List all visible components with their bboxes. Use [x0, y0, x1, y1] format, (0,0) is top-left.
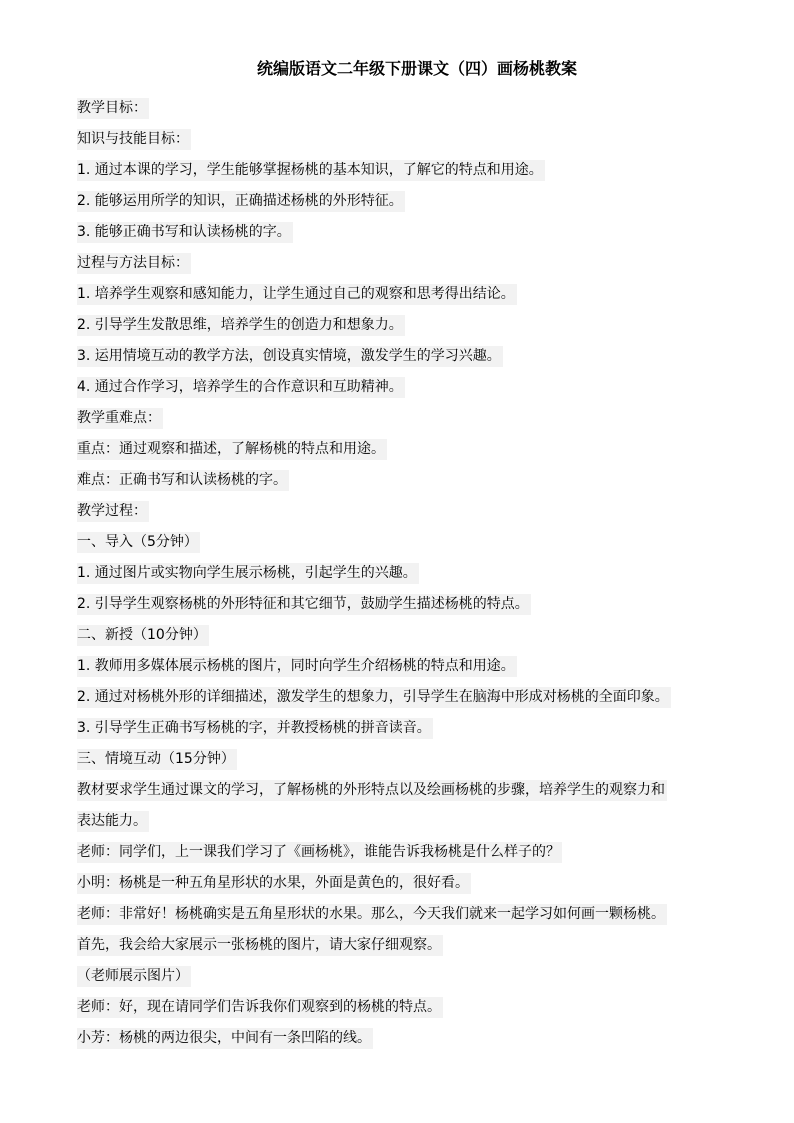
difficult-point: 难点：正确书写和认读杨桃的字。: [77, 470, 289, 491]
text-line: [77, 744, 757, 775]
text-line: [77, 775, 757, 806]
dialogue-line: 小芳：杨桃的两边很尖，中间有一条凹陷的线。: [77, 1028, 373, 1049]
section-heading-new-lesson: 二、新授（10分钟）: [77, 625, 209, 646]
text-line: [77, 806, 757, 837]
document-title: 统编版语文二年级下册课文（四）画杨桃教案: [256, 59, 577, 78]
text-line: [77, 496, 757, 527]
text-line: [77, 310, 757, 341]
heading-key-points: 教学重难点：: [77, 408, 163, 429]
list-item: 1. 培养学生观察和感知能力，让学生通过自己的观察和思考得出结论。: [77, 284, 517, 305]
paragraph-line: 教材要求学生通过课文的学习，了解杨桃的外形特点以及绘画杨桃的步骤，培养学生的观察力和: [77, 780, 667, 801]
list-item: 2. 引导学生观察杨桃的外形特征和其它细节，鼓励学生描述杨桃的特点。: [77, 594, 531, 615]
list-item: 2. 引导学生发散思维，培养学生的创造力和想象力。: [77, 315, 405, 336]
list-item: 2. 通过对杨桃外形的详细描述，激发学生的想象力，引导学生在脑海中形成对杨桃的全面印象。: [77, 687, 671, 708]
text-line: [77, 155, 757, 186]
list-item: 3. 运用情境互动的教学方法，创设真实情境，激发学生的学习兴趣。: [77, 346, 503, 367]
text-line: [77, 930, 757, 961]
text-line: [77, 620, 757, 651]
list-item: 2. 能够运用所学的知识，正确描述杨桃的外形特征。: [77, 191, 405, 212]
text-line: [77, 372, 757, 403]
text-line: [77, 682, 757, 713]
dialogue-line: 老师：好，现在请同学们告诉我你们观察到的杨桃的特点。: [77, 997, 443, 1018]
stage-note: （老师展示图片）: [77, 966, 191, 987]
list-item: 3. 引导学生正确书写杨桃的字，并教授杨桃的拼音读音。: [77, 718, 433, 739]
text-line: [77, 651, 757, 682]
list-item: 1. 通过本课的学习，学生能够掌握杨桃的基本知识，了解它的特点和用途。: [77, 160, 545, 181]
heading-knowledge-goals: 知识与技能目标：: [77, 129, 191, 150]
section-heading-intro: 一、导入（5分钟）: [77, 532, 200, 553]
text-line: [77, 341, 757, 372]
text-line: [77, 186, 757, 217]
text-line: [77, 527, 757, 558]
text-line: [77, 868, 757, 899]
text-line: [77, 899, 757, 930]
text-line: [77, 279, 757, 310]
list-item: 4. 通过合作学习，培养学生的合作意识和互助精神。: [77, 377, 405, 398]
dialogue-line: 老师：非常好！杨桃确实是五角星形状的水果。那么，今天我们就来一起学习如何画一颗杨桃。: [77, 904, 667, 925]
text-line: [77, 403, 757, 434]
key-point: 重点：通过观察和描述，了解杨桃的特点和用途。: [77, 439, 387, 460]
text-line: [77, 589, 757, 620]
heading-teaching-goals: 教学目标：: [77, 98, 149, 119]
text-line: [77, 837, 757, 868]
text-line: [77, 961, 757, 992]
text-line: [77, 93, 757, 124]
document-body: [77, 93, 757, 1054]
list-item: 1. 通过图片或实物向学生展示杨桃，引起学生的兴趣。: [77, 563, 419, 584]
dialogue-line: 首先，我会给大家展示一张杨桃的图片，请大家仔细观察。: [77, 935, 443, 956]
list-item: 1. 教师用多媒体展示杨桃的图片，同时向学生介绍杨桃的特点和用途。: [77, 656, 517, 677]
text-line: [77, 124, 757, 155]
text-line: [77, 434, 757, 465]
heading-teaching-process: 教学过程：: [77, 501, 149, 522]
section-heading-interaction: 三、情境互动（15分钟）: [77, 749, 237, 770]
text-line: [77, 992, 757, 1023]
text-line: [77, 248, 757, 279]
text-line: [77, 217, 757, 248]
list-item: 3. 能够正确书写和认读杨桃的字。: [77, 222, 293, 243]
text-line: [77, 465, 757, 496]
text-line: [77, 558, 757, 589]
dialogue-line: 老师：同学们，上一课我们学习了《画杨桃》，谁能告诉我杨桃是什么样子的？: [77, 842, 562, 863]
dialogue-line: 小明：杨桃是一种五角星形状的水果，外面是黄色的，很好看。: [77, 873, 471, 894]
paragraph-line: 表达能力。: [77, 811, 149, 832]
text-line: [77, 1023, 757, 1054]
heading-process-goals: 过程与方法目标：: [77, 253, 191, 274]
text-line: [77, 713, 757, 744]
